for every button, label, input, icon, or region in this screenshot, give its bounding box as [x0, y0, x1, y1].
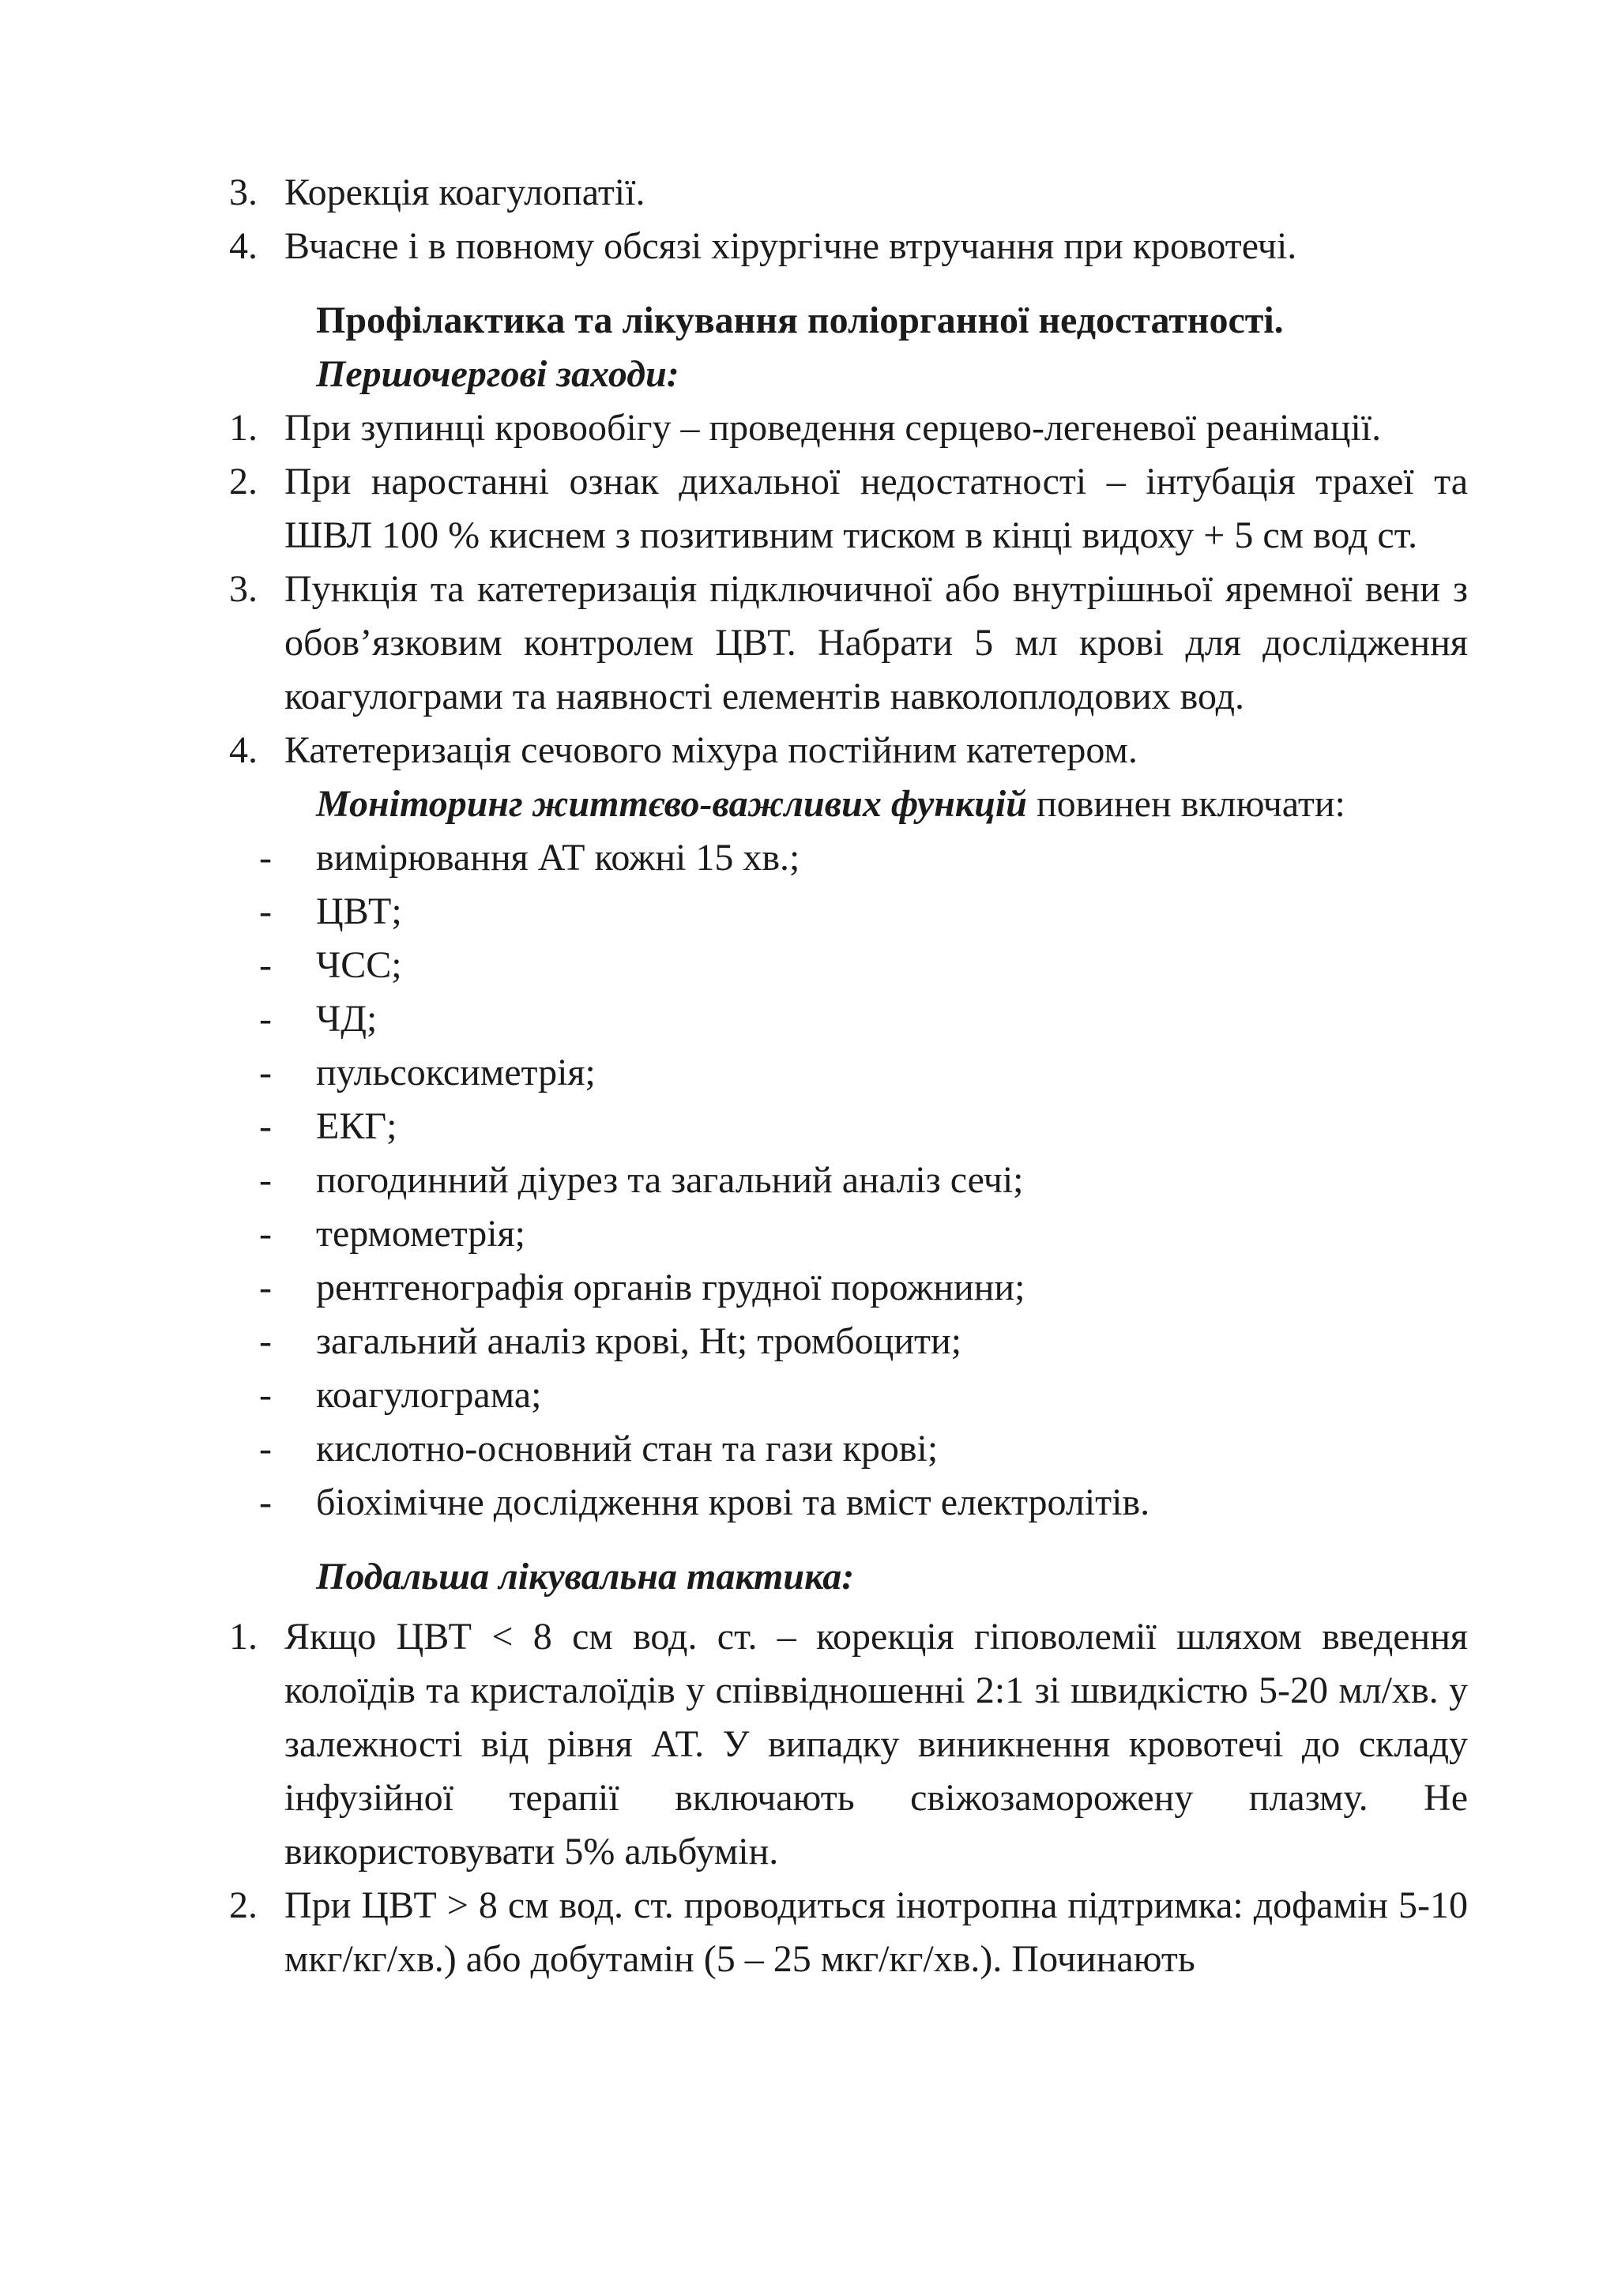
dash-marker: - — [259, 1159, 272, 1201]
section-heading-main: Профілактика та лікування поліорганної недостатності. — [316, 299, 1284, 341]
item-number: 4. — [229, 225, 258, 267]
list-item — [229, 563, 1468, 724]
list-item — [229, 166, 1468, 220]
list-item — [229, 220, 1468, 273]
item-number: 3. — [229, 171, 258, 213]
section-heading-first-measures: Першочергові заходи: — [316, 353, 679, 395]
item-text: Вчасне і в повному обсязі хірургічне втручання при кровотечі. — [284, 225, 1297, 267]
dash-marker: - — [259, 1105, 272, 1147]
list-item — [229, 992, 1468, 1046]
item-text: біохімічне дослідження крові та вміст електролітів. — [316, 1481, 1150, 1523]
item-text: ЦВТ; — [316, 890, 402, 932]
spacer — [229, 1604, 1468, 1610]
item-number: 2. — [229, 1884, 258, 1926]
monitoring-list — [229, 831, 1468, 1530]
dash-marker: - — [259, 1428, 272, 1470]
dash-marker: - — [259, 1267, 272, 1308]
list-item — [229, 455, 1468, 563]
monitoring-intro-emphasis: Моніторинг життєво-важливих функцій — [316, 783, 1027, 825]
monitoring-intro — [316, 777, 1468, 831]
monitoring-intro-rest: повинен включати: — [1026, 783, 1345, 825]
item-text: пульсоксиметрія; — [316, 1052, 596, 1093]
dash-marker: - — [259, 837, 272, 879]
list-item — [229, 939, 1468, 992]
list-item — [229, 1100, 1468, 1154]
item-text: термометрія; — [316, 1213, 526, 1255]
dash-marker: - — [259, 1374, 272, 1416]
item-text: При ЦВТ > 8 см вод. ст. проводиться інотропна підтримка: дофамін 5-10 мкг/кг/хв.) або добутамін (5 – 25 мкг/кг/хв.). Починають — [284, 1884, 1468, 1980]
item-text: погодинний діурез та загальний аналіз сечі; — [316, 1159, 1024, 1201]
list-item — [229, 1422, 1468, 1476]
spacer — [229, 1530, 1468, 1550]
list-first-measures — [229, 401, 1468, 777]
item-text: При зупинці кровообігу – проведення серцево-легеневої реанімації. — [284, 407, 1382, 449]
list-item — [229, 1154, 1468, 1207]
item-text: Пункція та катетеризація підключичної або внутрішньої яремної вени з обов’язковим контролем ЦВТ. Набрати 5 мл крові для дослідження коагулограми та наявності елементів навколоплодових вод. — [284, 568, 1468, 717]
dash-marker: - — [259, 1052, 272, 1093]
list-item — [229, 1207, 1468, 1261]
list-item — [229, 1610, 1468, 1879]
list-item — [229, 1261, 1468, 1315]
list-item — [229, 401, 1468, 455]
item-text: рентгенографія органів грудної порожнини; — [316, 1267, 1025, 1308]
list-item — [229, 1476, 1468, 1530]
item-number: 3. — [229, 568, 258, 610]
item-text: ЧД; — [316, 998, 378, 1040]
item-text: Катетеризація сечового міхура постійним катетером. — [284, 729, 1138, 771]
item-number: 1. — [229, 407, 258, 449]
list-item — [229, 1879, 1468, 1986]
dash-marker: - — [259, 1213, 272, 1255]
list-item — [229, 1315, 1468, 1368]
list-further-tactics — [229, 1610, 1468, 1986]
item-text: загальний аналіз крові, Ht; тромбоцити; — [316, 1320, 962, 1362]
list-item — [229, 885, 1468, 939]
item-text: кислотно-основний стан та гази крові; — [316, 1428, 939, 1470]
list-item — [229, 724, 1468, 777]
dash-marker: - — [259, 1320, 272, 1362]
section-heading-further-tactics: Подальша лікувальна тактика: — [316, 1556, 855, 1598]
item-text: Якщо ЦВТ < 8 см вод. ст. – корекція гіповолемії шляхом введення колоїдів та кристалоїдів у співвідношенні 2:1 зі швидкістю 5-20 мл/хв. у залежності від рівня АТ. У випадку виникнення кровотечі до складу інфузійної терапії включають свіжозаморожену плазму. Не використовувати 5% альбумін. — [284, 1616, 1468, 1873]
item-number: 4. — [229, 729, 258, 771]
list-item — [229, 1046, 1468, 1100]
item-text: ЕКГ; — [316, 1105, 397, 1147]
list-top — [229, 166, 1468, 273]
item-text: Корекція коагулопатії. — [284, 171, 645, 213]
list-item — [229, 1368, 1468, 1422]
dash-marker: - — [259, 1481, 272, 1523]
dash-marker: - — [259, 998, 272, 1040]
list-item — [229, 831, 1468, 885]
item-text: ЧСС; — [316, 944, 402, 986]
item-number: 2. — [229, 461, 258, 502]
item-text: коагулограма; — [316, 1374, 542, 1416]
item-number: 1. — [229, 1616, 258, 1658]
dash-marker: - — [259, 890, 272, 932]
item-text: вимірювання АТ кожні 15 хв.; — [316, 837, 800, 879]
dash-marker: - — [259, 944, 272, 986]
item-text: При наростанні ознак дихальної недостатності – інтубація трахеї та ШВЛ 100 % киснем з позитивним тиском в кінці видоху + 5 см вод ст. — [284, 461, 1468, 556]
